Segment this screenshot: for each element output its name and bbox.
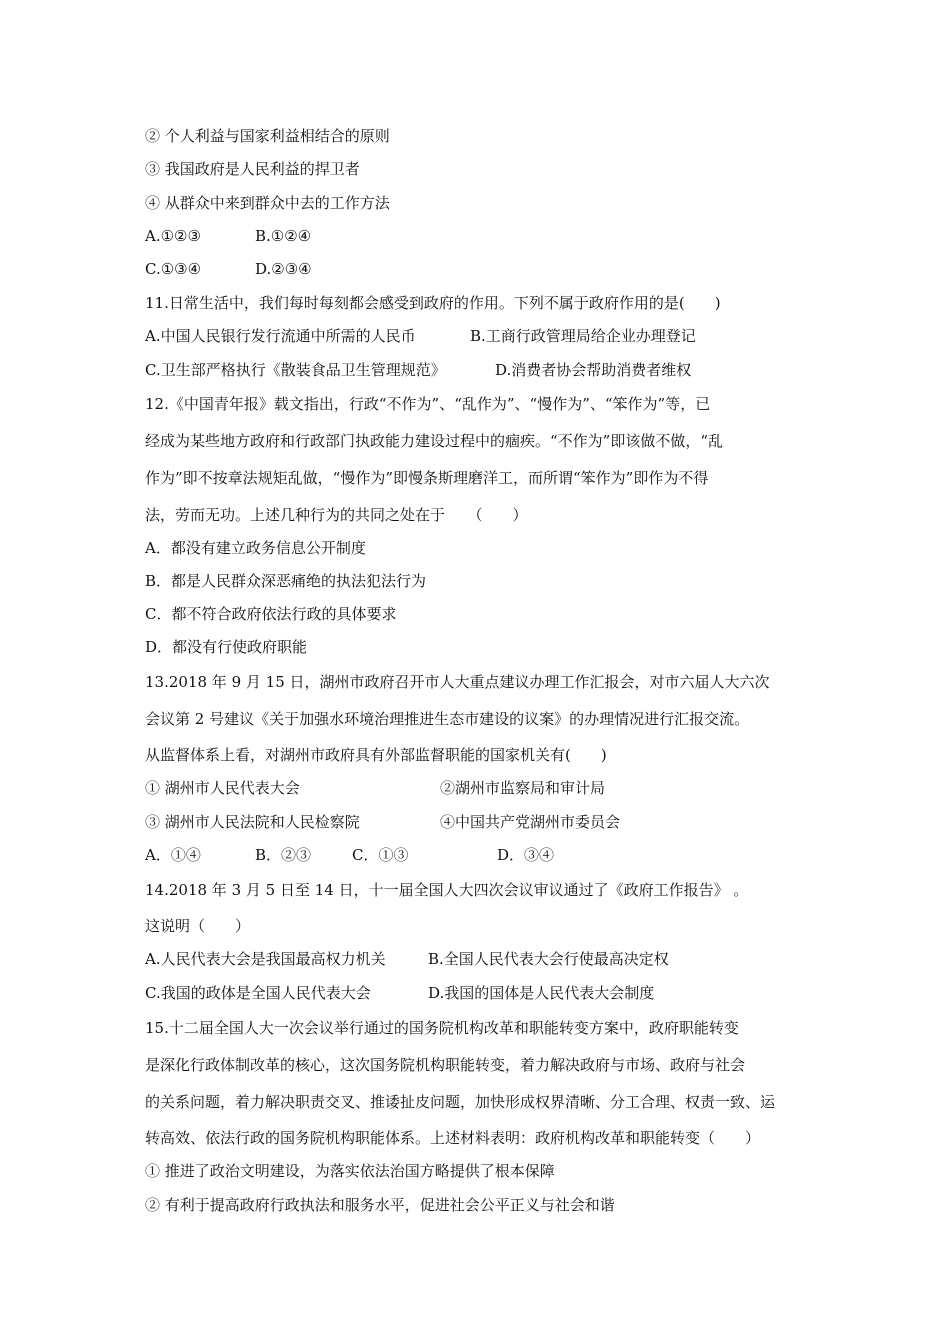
q13-answer-d: D．③④ bbox=[497, 846, 555, 864]
q13-stem-line-3: 从监督体系上看，对湖州市政府具有外部监督职能的国家机关有( ) bbox=[145, 746, 607, 764]
q15-stem-line-2: 是深化行政体制改革的核心，这次国务院机构职能转变，着力解决政府与市场、政府与社会 bbox=[145, 1056, 746, 1074]
q13-answer-a: A．①④ bbox=[145, 846, 201, 864]
q13-option-2: ②湖州市监察局和审计局 bbox=[440, 779, 606, 797]
q10-answer-c: C.①③④ bbox=[145, 260, 202, 278]
q15-stem-line-4: 转高效、依法行政的国务院机构职能体系。上述材料表明：政府机构改革和职能转变（ ） bbox=[145, 1129, 761, 1147]
q15-stem-line-1: 15.十二届全国人大一次会议举行通过的国务院机构改革和职能转变方案中，政府职能转变 bbox=[145, 1019, 739, 1037]
q13-option-4: ④中国共产党湖州市委员会 bbox=[440, 813, 621, 831]
q13-option-3: ③ 湖州市人民法院和人民检察院 bbox=[145, 813, 360, 831]
q10-answer-b: B.①②④ bbox=[255, 227, 312, 245]
q10-answer-d: D.②③④ bbox=[255, 260, 312, 278]
q10-option-4: ④ 从群众中来到群众中去的工作方法 bbox=[145, 194, 390, 212]
q10-option-2: ② 个人利益与国家利益相结合的原则 bbox=[145, 127, 390, 145]
q12-answer-a: A．都没有建立政务信息公开制度 bbox=[145, 539, 366, 557]
q11-stem: 11.日常生活中，我们每时每刻都会感受到政府的作用。下列不属于政府作用的是( ) bbox=[145, 294, 721, 312]
q15-option-2: ② 有利于提高政府行政执法和服务水平，促进社会公平正义与社会和谐 bbox=[145, 1196, 615, 1214]
q14-answer-a: A.人民代表大会是我国最高权力机关 bbox=[145, 950, 386, 968]
q12-answer-c: C．都不符合政府依法行政的具体要求 bbox=[145, 605, 397, 623]
q11-answer-c: C.卫生部严格执行《散装食品卫生管理规范》 bbox=[145, 361, 446, 379]
q13-option-1: ① 湖州市人民代表大会 bbox=[145, 779, 300, 797]
q13-stem-line-1: 13.2018 年 9 月 15 日，湖州市政府召开市人大重点建议办理工作汇报会，对市六届人大六次 bbox=[145, 673, 770, 691]
q12-stem-line-2: 经成为某些地方政府和行政部门执政能力建设过程中的痼疾。“不作为”即该做不做，“乱 bbox=[145, 432, 724, 450]
q14-stem-line-1: 14.2018 年 3 月 5 日至 14 日，十一届全国人大四次会议审议通过了《政府工作报告》 。 bbox=[145, 881, 749, 899]
q13-stem-line-2: 会议第 2 号建议《关于加强水环境治理推进生态市建设的议案》的办理情况进行汇报交流。 bbox=[145, 710, 750, 728]
q14-answer-b: B.全国人民代表大会行使最高决定权 bbox=[428, 950, 669, 968]
q12-stem-line-1: 12.《中国青年报》载文指出，行政“不作为”、“乱作为”、“慢作为”、“笨作为”等，已 bbox=[145, 395, 711, 413]
q13-answer-c: C．①③ bbox=[352, 846, 409, 864]
q12-answer-d: D．都没有行使政府职能 bbox=[145, 638, 308, 656]
q15-option-1: ① 推进了政治文明建设，为落实依法治国方略提供了根本保障 bbox=[145, 1162, 555, 1180]
q10-answer-a: A.①②③ bbox=[145, 227, 201, 245]
q12-stem-line-4: 法，劳而无功。上述几种行为的共同之处在于 （ ） bbox=[145, 506, 528, 524]
q11-answer-a: A.中国人民银行发行流通中所需的人民币 bbox=[145, 327, 416, 345]
q15-stem-line-3: 的关系问题，着力解决职责交叉、推诿扯皮问题，加快形成权界清晰、分工合理、权责一致、运 bbox=[145, 1093, 776, 1111]
q14-answer-c: C.我国的政体是全国人民代表大会 bbox=[145, 984, 371, 1002]
q10-option-3: ③ 我国政府是人民利益的捍卫者 bbox=[145, 160, 360, 178]
q13-answer-b: B．②③ bbox=[255, 846, 312, 864]
q14-answer-d: D.我国的国体是人民代表大会制度 bbox=[428, 984, 655, 1002]
q11-answer-d: D.消费者协会帮助消费者维权 bbox=[495, 361, 692, 379]
q12-stem-line-3: 作为”即不按章法规矩乱做，“慢作为”即慢条斯理磨洋工，而所谓“笨作为”即作为不得 bbox=[145, 469, 709, 487]
q14-stem-line-2: 这说明（ ） bbox=[145, 917, 251, 935]
q12-answer-b: B．都是人民群众深恶痛绝的执法犯法行为 bbox=[145, 572, 427, 590]
q11-answer-b: B.工商行政管理局给企业办理登记 bbox=[470, 327, 696, 345]
